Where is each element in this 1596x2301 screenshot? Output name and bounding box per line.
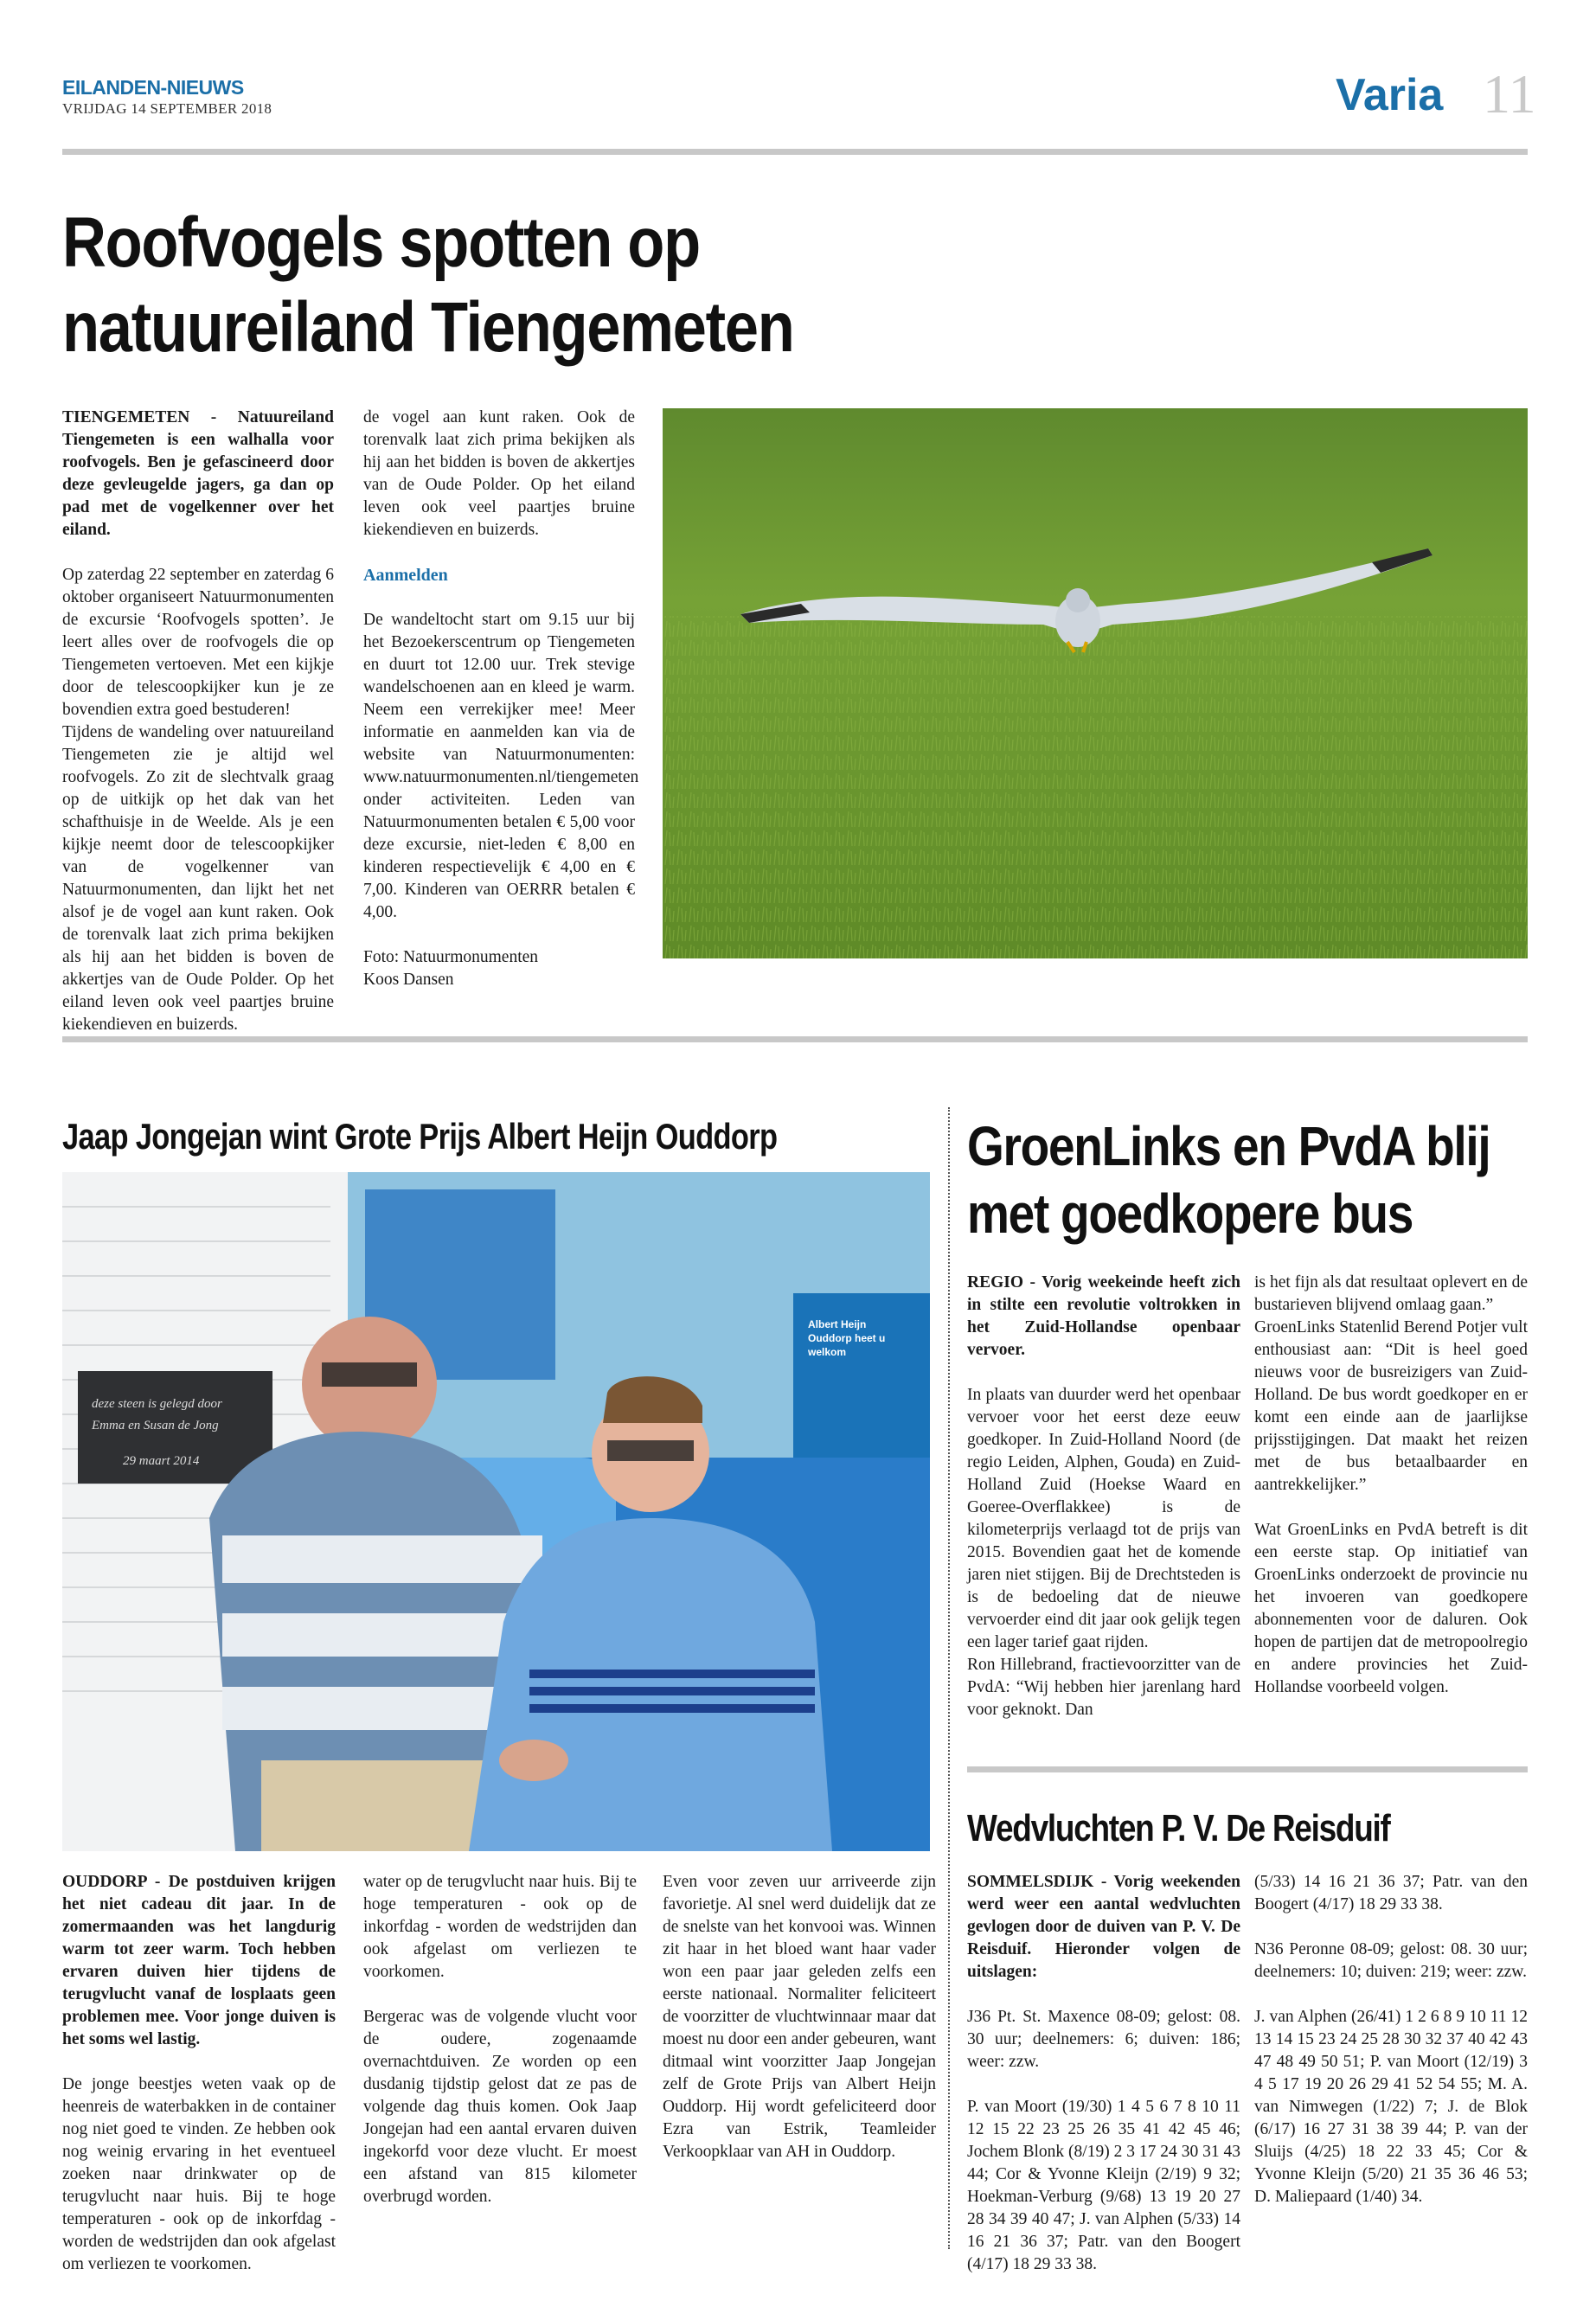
handshake: [499, 1740, 568, 1781]
article3-paragraph: GroenLinks Statenlid Berend Potjer vult enthousiast aan: “Dit is heel goed nieuws voor de busreizigers van Zuid-Holland. De bus wordt goedkoper en er komt een einde aan de jaarlijkse prijsstijgingen. Dat maakt het reizen met de bus betaalbaarder en aantrekkelijker.”: [1254, 1318, 1528, 1494]
article2-paragraph-continued: water op de terugvlucht naar huis. Bij te hoge temperaturen - ook op de inkorfdag - worden de wedstrijden dan ook afgelast om verliezen te voorkomen.: [363, 1873, 637, 1981]
article2-headline: Jaap Jongejan wint Grote Prijs Albert Heijn Ouddorp: [62, 1116, 778, 1157]
article3-paragraph: In plaats van duurder werd het openbaar vervoer voor het eerst deze eeuw goedkoper. In Zuid-Holland Noord (de regio Leiden, Alphen, Gouda) en Zuid-Holland Zuid (Hoekse Waard en Goeree-Overflakkee) is de kilometerprijs verlaagd tot de prijs van 2015. Bovendien gaat het de komende jaren niet stijgen. Bij de Drechtsteden is is de bedoeling dat de nieuwe vervoerder eind dit jaar ook gelijk tegen een lager tarief gaat rijden.: [967, 1386, 1240, 1651]
article2-column2: [363, 1871, 637, 2252]
section-rule: [62, 1036, 1528, 1042]
issue-date: VRIJDAG 14 SEPTEMBER 2018: [62, 100, 272, 117]
article3-headline: [967, 1112, 1562, 1247]
article4-paragraph: N36 Peronne 08-09; gelost: 08. 30 uur; deelnemers: 10; duiven: 219; weer: zzw.: [1254, 1940, 1528, 1981]
article1-paragraph: Op zaterdag 22 september en zaterdag 6 oktober organiseert Natuurmonumenten de excursie ‘Roofvogels spotten’. Je leert alles over de roofvogels die op Tiengemeten vertoeven. Met een kijkje door de telescoopkijker kun je ze bovendien extra goed bestuderen!: [62, 566, 334, 719]
svg-text:Emma en Susan de Jong: Emma en Susan de Jong: [92, 1419, 219, 1433]
svg-text:Ouddorp heet u: Ouddorp heet u: [808, 1332, 886, 1344]
article2-column3: [663, 1871, 936, 2252]
article3-paragraph-continued: is het fijn als dat resultaat oplevert en de bustarieven blijvend omlaag gaan.”: [1254, 1273, 1528, 1314]
article3-headline-line2: met goedkopere bus: [967, 1183, 1413, 1245]
article1-headline: [62, 201, 806, 370]
article4-paragraph: P. van Moort (19/30) 1 4 5 6 7 8 10 11 12 15 22 23 25 26 35 41 42 45 46; Jochem Blonk (8/19) 2 3 17 24 30 31 43 44; Cor & Yvonne Kleijn (2/19) 9 32; Hoekman-Verburg (9/68) 13 19 20 27 28 34 39 40 47; J. van Alphen (5/33) 14 16 21 36 37; Patr. van den Boogert (4/17) 18 29 33 38.: [967, 2098, 1240, 2273]
column-separator: [948, 1107, 950, 2249]
section-rule: [967, 1766, 1528, 1772]
harrier-photo-illustration: [663, 408, 1528, 958]
svg-text:Albert Heijn: Albert Heijn: [808, 1318, 867, 1330]
article2-paragraph-continued: Bergerac was de volgende vlucht voor de oudere, zogenaamde overnachtduiven. Ze worden op een dusdanig tijdstip gelost dat ze pas de volgende dag thuis komen. Ook Jaap Jongejan had een aantal ervaren duiven ingekorfd voor deze vlucht. Er moest een afstand van 815 kilometer overbrugd worden.: [363, 2008, 637, 2206]
article2-lead: OUDDORP - De postduiven krijgen het niet cadeau dit jaar. In de zomermaanden was het langdurig warm tot zeer warm. Toch hebben ervaren duiven hier tijdens de terugvlucht vanaf de losplaats geen problemen mee. Voor jonge duiven is het soms wel lastig.: [62, 1873, 336, 2048]
article4-column2: [1254, 1871, 1528, 2252]
article1-headline-line1: Roofvogels spotten op: [62, 203, 700, 282]
article1-paragraph: Tijdens de wandeling over natuureiland Tiengemeten zie je altijd wel roofvogels. Zo zit de slechtvalk graag op de uitkijk op het dak van het schafthuisje in de Weelde. Als je een kijkje neemt door de telescoopkijker van de vogelkenner van Natuurmonumenten, dan lijkt het net alsof je de vogel aan kunt raken. Ook de torenvalk laat zich prima bekijken als hij aan het bidden is boven de akkertjes van de Oude Polder. Op het eiland leven ook veel paartjes bruine kiekendieven en buizerds.: [62, 723, 334, 1034]
masthead: EILANDEN-NIEUWS: [62, 76, 244, 99]
article1-column1: [62, 407, 334, 1034]
article4-headline: Wedvluchten P. V. De Reisduif: [967, 1807, 1390, 1849]
article2-column1: [62, 1871, 336, 2273]
article4-paragraph: J36 Pt. St. Maxence 08-09; gelost: 08. 30 uur; deelnemers: 6; duiven: 186; weer: zzw.: [967, 2008, 1240, 2071]
article1-headline-line2: natuureiland Tiengemeten: [62, 288, 794, 367]
article1-paragraph-continued: de vogel aan kunt raken. Ook de torenvalk laat zich prima bekijken als hij aan het bidden is boven de akkertjes van de Oude Polder. Op het eiland leven ook veel paartjes bruine kiekendieven en buizerds.: [363, 408, 635, 539]
header-rule: [62, 149, 1528, 155]
article1-subhead: Aanmelden: [363, 566, 448, 585]
article4-lead: SOMMELSDIJK - Vorig weekenden werd weer een aantal wedvluchten gevlogen door de duiven van P. V. De Reisduif. Hieronder volgen de uitslagen:: [967, 1873, 1240, 1981]
page-number: 11: [1483, 63, 1536, 125]
handshake-photo: [62, 1172, 930, 1851]
harrier-photo: [663, 408, 1528, 958]
article1-column2: [363, 407, 639, 989]
svg-text:welkom: welkom: [808, 1346, 847, 1358]
article4-paragraph: J. van Alphen (26/41) 1 2 6 8 9 10 11 12 13 14 15 23 24 25 28 30 32 37 40 42 43 47 48 49 50 51; P. van Moort (12/19) 3 4 5 17 19 20 26 29 41 52 54 55; M. A. van Nimwegen (1/22) 7; J. de Blok (6/17) 16 27 31 38 39 44; P. van der Sluijs (4/25) 18 22 33 45; Cor & Yvonne Kleijn (5/20) 21 35 36 46 53; D. Maliepaard (1/40) 34.: [1254, 2008, 1528, 2206]
article3-paragraph-continued: Ron Hillebrand, fractievoorzitter van de PvdA: “Wij hebben hier jarenlang hard voor geknokt. Dan: [967, 1656, 1240, 1719]
article4-paragraph-continued: (5/33) 14 16 21 36 37; Patr. van den Boogert (4/17) 18 29 33 38.: [1254, 1873, 1528, 1913]
svg-text:29 maart 2014: 29 maart 2014: [123, 1454, 200, 1468]
article3-paragraph: Wat GroenLinks en PvdA betreft is dit een eerste stap. Op initiatief van GroenLinks onderzoekt de provincie nu het invoeren van goedkopere abonnementen voor de daluren. Ook hopen de partijen dat de metropoolregio en andere provincies het Zuid-Hollandse voorbeeld volgen.: [1254, 1521, 1528, 1696]
article4-column1: [967, 1871, 1240, 2273]
article1-paragraph: De wandeltocht start om 9.15 uur bij het Bezoekerscentrum op Tiengemeten en duurt tot 12.00 uur. Trek stevige wandelschoenen aan en kleed je warm. Neem een verrekijker mee! Meer informatie en aanmelden kan via de website van Natuurmonumenten: www.natuurmonumenten.nl/tiengemeten onder activiteiten. Leden van Natuurmonumenten betalen € 5,00 voor deze excursie, niet-leden € 8,00 en kinderen respectievelijk € 4,00 en € 7,00. Kinderen van OERRR betalen € 4,00.: [363, 611, 639, 921]
section-title: Varia: [1336, 70, 1444, 120]
article3-column1: [967, 1272, 1240, 1747]
photo-credit: Foto: Natuurmonumenten Koos Dansen: [363, 948, 539, 989]
article2-paragraph: De jonge beestjes weten vaak op de heenreis de waterbakken in de container nog niet goed te vinden. Ze hebben ook nog weinig ervaring in het eventueel zoeken naar drinkwater op de terugvlucht naar huis. Bij te hoge temperaturen - ook op de inkorfdag - worden de wedstrijden dan ook afgelast om verliezen te voorkomen.: [62, 2075, 336, 2273]
article2-paragraph-continued: Even voor zeven uur arriveerde zijn favorietje. Al snel werd duidelijk dat ze de snelste van het konvooi was. Winnen zit haar in het bloed want haar vader won een paar jaar geleden zelfs een eerste nationaal. Normaliter feliciteert de voorzitter de vluchtwinnaar maar dat moest nu door een ander gebeuren, want ditmaal wint voorzitter Jaap Jongejan zelf de Grote Prijs van Albert Heijn Ouddorp. Hij wordt gefeliciteerd door Ezra van Estrik, Teamleider Verkoopklaar van AH in Ouddorp.: [663, 1873, 936, 2161]
article1-lead: TIENGEMETEN - Natuureiland Tiengemeten is een walhalla voor roofvogels. Ben je gefascineerd door deze gevleugelde jagers, ga dan op pad met de vogelkenner over het eiland.: [62, 408, 334, 539]
article3-column2: [1254, 1272, 1528, 1747]
article3-headline-line1: GroenLinks en PvdA blij: [967, 1115, 1490, 1177]
handshake-photo-illustration: [62, 1172, 930, 1851]
article3-lead: REGIO - Vorig weekeinde heeft zich in stilte een revolutie voltrokken in het Zuid-Hollandse openbaar vervoer.: [967, 1273, 1240, 1359]
svg-text:deze steen is gelegd door: deze steen is gelegd door: [92, 1397, 222, 1411]
